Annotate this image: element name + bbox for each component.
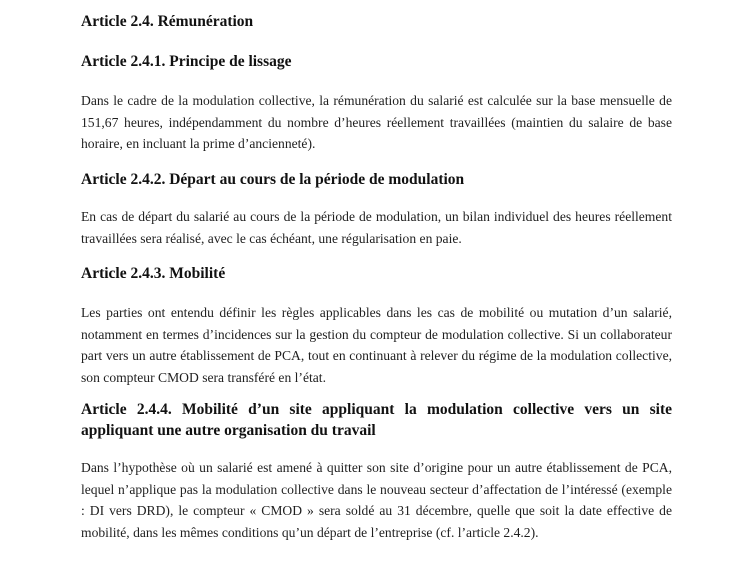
article-2-4-1-paragraph: Dans le cadre de la modulation collective, la rémunération du salarié est calculée sur la base mensuelle de 151,67 heures, indépendamment du nombre d’heures réellement travaillées (maintien du salaire de base horaire, en incluant la prime d’ancienneté). — [81, 93, 672, 151]
article-2-4-2-paragraph: En cas de départ du salarié au cours de la période de modulation, un bilan individuel des heures réellement travaillées sera réalisé, avec le cas échéant, une régularisation en paie. — [81, 209, 672, 246]
article-2-4-1-heading: Article 2.4.1. Principe de lissage — [81, 53, 292, 70]
article-2-4-4-paragraph: Dans l’hypothèse où un salarié est amené à quitter son site d’origine pour un autre établissement de PCA, lequel n’applique pas la modulation collective dans le nouveau secteur d’affectation de l’intéressé (exemple : DI vers DRD), le compteur « CMOD » sera soldé au 31 décembre, quelle que soit la date effective de mobilité, dans les mêmes conditions qu’un départ de l’entreprise (cf. l’article 2.4.2). — [81, 460, 672, 540]
article-2-4-4-heading: Article 2.4.4. Mobilité d’un site appliquant la modulation collective vers un site appliquant une autre organisation du travail — [81, 401, 672, 439]
article-2-4-3-paragraph: Les parties ont entendu définir les règles applicables dans les cas de mobilité ou mutation d’un salarié, notamment en termes d’incidences sur la gestion du compteur de modulation collective. Si un collaborateur part vers un autre établissement de PCA, tout en continuant à relever du régime de la modulation collective, son compteur CMOD sera transféré en l’état. — [81, 305, 672, 385]
article-2-4-heading: Article 2.4. Rémunération — [81, 13, 254, 30]
article-2-4-2-heading: Article 2.4.2. Départ au cours de la période de modulation — [81, 171, 465, 188]
article-2-4-3-heading: Article 2.4.3. Mobilité — [81, 265, 226, 282]
